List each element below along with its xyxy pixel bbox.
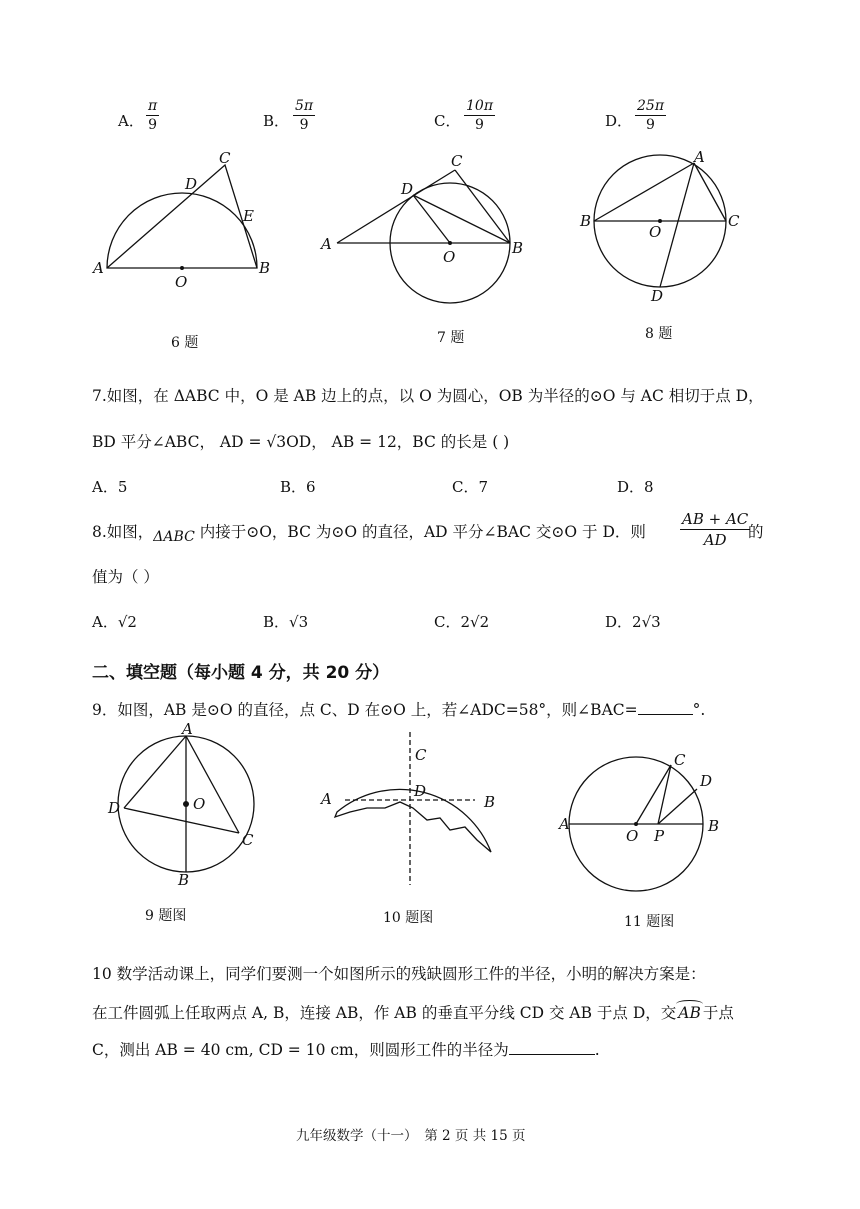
fig10-label-d: D — [414, 782, 427, 800]
fig6-label-o: O — [175, 273, 188, 291]
q10-line2: 在工件圆弧上任取两点 A, B，连接 AB，作 AB 的垂直平分线 CD 交 AB 于点 D，交 AB 于点 — [92, 1001, 734, 1023]
fig10-label-b: B — [484, 793, 496, 811]
q6-option-b-fraction: 5π 9 — [295, 98, 314, 133]
q8-option-d: D．2√3 — [605, 613, 661, 631]
q9-text: 9．如图，AB 是⊙O 的直径，点 C、D 在⊙O 上，若∠ADC=58°，则∠BAC= °. — [92, 701, 706, 719]
fig11-label-d: D — [700, 772, 713, 790]
fig11-label-b: B — [708, 817, 720, 835]
fig8-label-d: D — [651, 287, 664, 305]
fig8-label-b: B — [580, 212, 592, 230]
fig11-label-p: P — [654, 827, 665, 845]
fig9-label-o: O — [193, 795, 206, 813]
fig8-label-a: A — [694, 148, 705, 166]
fig9-label-c: C — [242, 831, 254, 849]
fig6-label-e: E — [243, 207, 254, 225]
q6-option-c-letter: C． — [434, 112, 461, 130]
fig11-label-a: A — [559, 815, 570, 833]
section-2-heading: 二、填空题（每小题 4 分，共 20 分） — [92, 663, 390, 683]
fig7-label-b: B — [512, 239, 524, 257]
fig7-label-o: O — [443, 248, 456, 266]
q7-option-b: B．6 — [280, 478, 316, 496]
fig10-label-c: C — [415, 746, 427, 764]
fig7-caption: 7 题 — [437, 330, 465, 346]
q7-option-d: D．8 — [617, 478, 654, 496]
q6-option-d-fraction: 25π 9 — [637, 98, 665, 133]
fig9-label-a: A — [182, 720, 193, 738]
fig11-label-c: C — [674, 751, 686, 769]
q7-option-a: A．5 — [92, 478, 128, 496]
q6-option-d-letter: D． — [605, 112, 633, 130]
fig10-label-a: A — [321, 790, 332, 808]
q7-line1: 7.如图，在 ΔABC 中，O 是 AB 边上的点，以 O 为圆心，OB 为半径的⊙O 与 AC 相切于点 D， — [92, 387, 764, 405]
fig9-label-b: B — [178, 871, 190, 889]
fig6-caption: 6 题 — [171, 335, 199, 351]
q10-line3: C，测出 AB = 40 cm, CD = 10 cm，则圆形工件的半径为 . — [92, 1041, 600, 1059]
fig11-label-o: O — [626, 827, 639, 845]
q8-line1: 8.如图，ΔABC 内接于⊙O，BC 为⊙O 的直径，AD 平分∠BAC 交⊙O 于 D．则 — [92, 523, 646, 545]
figure-10 — [315, 730, 515, 890]
figure-8 — [575, 145, 750, 310]
q6-option-a-fraction: π 9 — [148, 98, 158, 133]
q6-option-b-letter: B． — [263, 112, 290, 130]
q10-answer-blank — [509, 1054, 595, 1055]
fig6-label-a: A — [93, 259, 104, 277]
q7-line2: BD 平分∠ABC， AD = √3OD， AB = 12，BC 的长是 ( ) — [92, 433, 510, 451]
fig11-caption: 11 题图 — [624, 914, 675, 930]
arc-ab: AB — [676, 1004, 703, 1022]
fig9-label-d: D — [108, 799, 121, 817]
page-footer: 九年级数学（十一） 第 2 页 共 15 页 — [296, 1128, 526, 1144]
fig8-label-o: O — [649, 223, 662, 241]
figure-6 — [85, 145, 285, 295]
fig7-label-a: A — [321, 235, 332, 253]
figure-7 — [315, 145, 535, 310]
fig9-caption: 9 题图 — [145, 908, 187, 924]
fig10-caption: 10 题图 — [383, 910, 434, 926]
figure-11 — [555, 745, 735, 895]
fig7-label-c: C — [451, 152, 463, 170]
q8-option-c: C．2√2 — [434, 613, 490, 631]
fig6-label-c: C — [219, 149, 231, 167]
fig8-caption: 8 题 — [645, 326, 673, 342]
q6-option-c-fraction: 10π 9 — [466, 98, 494, 133]
q7-option-c: C．7 — [452, 478, 489, 496]
fig6-label-b: B — [259, 259, 271, 277]
q9-answer-blank — [638, 714, 693, 715]
fig6-label-d: D — [185, 175, 198, 193]
q10-line1: 10 数学活动课上，同学们要测一个如图所示的残缺圆形工件的半径，小明的解决方案是： — [92, 965, 706, 983]
fig8-label-c: C — [728, 212, 740, 230]
q8-option-b: B．√3 — [263, 613, 309, 631]
fig7-label-d: D — [401, 180, 414, 198]
q6-option-a-letter: A． — [118, 112, 144, 130]
q8-line1-end: 的 — [748, 523, 764, 541]
q8-option-a: A．√2 — [92, 613, 137, 631]
figure-9 — [100, 720, 270, 890]
q8-fraction: AB + AC AD — [682, 510, 749, 549]
q8-line2: 值为（ ） — [92, 568, 159, 586]
